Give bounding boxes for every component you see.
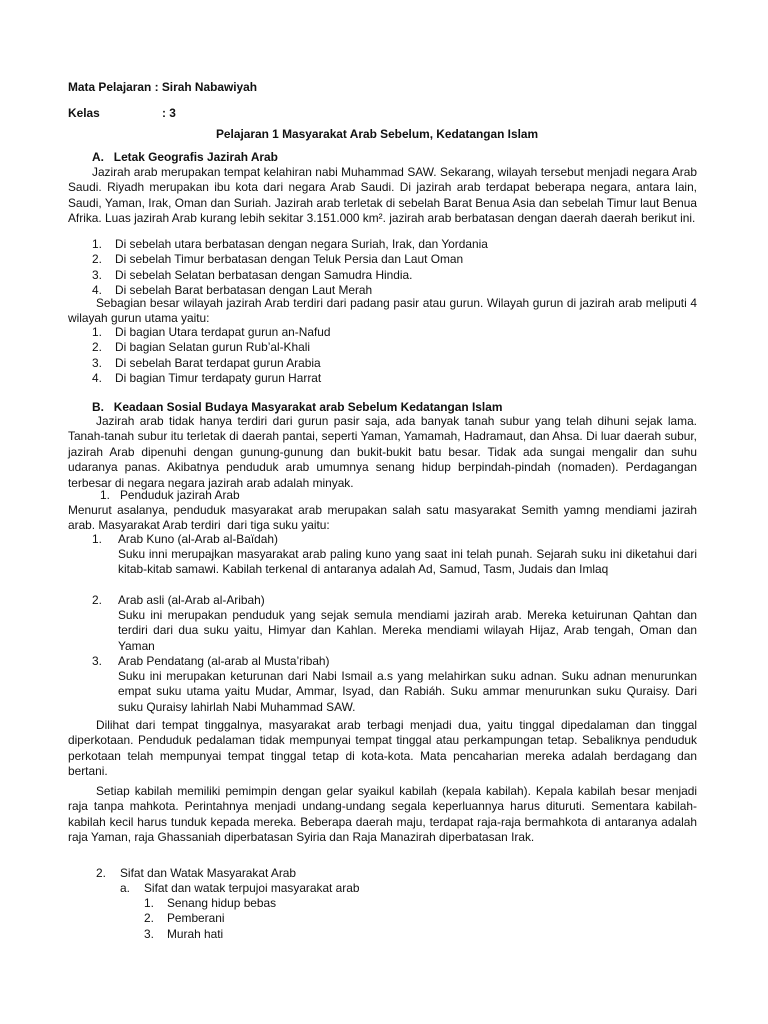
- dwelling-paragraph: [68, 718, 697, 780]
- subject-label: Mata Pelajaran : Sirah Nabawiyah: [68, 80, 258, 94]
- list-item: 2. Di sebelah Timur berbatasan dengan Teluk Persia dan Laut Oman: [92, 252, 464, 267]
- tribe-3-title: Arab Pendatang (al-arab al Musta’ribah): [118, 654, 330, 668]
- dwelling-paragraph-text: Dilihat dari tempat tinggalnya, masyarakat arab terbagi menjadi dua, yaitu tinggal dipedalaman dan tinggal diperkotaan. Penduduk pedalaman tidak mempunyai tempat tinggal atau perkampungan tetap. Sebaliknya penduduk perkotaan telah mempunyai tempat tinggal tetap di kota-kota. Mata pencaharian mereka adalah berdagang dan bertani.: [68, 718, 697, 779]
- list-item: 3. Di sebelah Selatan berbatasan dengan Samudra Hindia.: [92, 267, 413, 282]
- section-b-intro: [68, 414, 697, 491]
- list-item: 2. Pemberani: [144, 911, 225, 926]
- deserts-list: [92, 325, 331, 387]
- tribe-3-desc: Suku ini merupakan keturunan dari Nabi Ismail a.s yang melahirkan suku adnan. Suku adnan menurunkan empat suku utama yaitu Mudar, Ammar, Isyad, dan Rabiáh. Suku ammar menurunkan suku Quraisy. Dari suku Quraisy lahirlah Nabi Muhammad SAW.: [118, 669, 697, 714]
- sub2a-letter: a.: [120, 881, 130, 895]
- tribe-1-number: 1.: [92, 532, 102, 546]
- sub2-number: 2.: [96, 866, 106, 880]
- section-a-heading: A. Letak Geografis Jazirah Arab: [92, 150, 278, 164]
- list-item: 3. Murah hati: [144, 926, 224, 941]
- tribe-1-desc: Suku inni merupajkan masyarakat arab paling kuno yang saat ini telah punah. Sejarah suku ini diketahui dari kitab-kitab samawi. Kabilah terkenal di antaranya adalah Ad, Samud, Tasm, Judais dan Imlaq: [118, 547, 697, 577]
- tribe-2-title: Arab asli (al-Arab al-Aribah): [118, 593, 265, 607]
- list-item: 1. Di sebelah utara berbatasan dengan negara Suriah, Irak, dan Yordania: [92, 237, 488, 251]
- traits-list: [144, 896, 276, 942]
- lesson-title: Pelajaran 1 Masyarakat Arab Sebelum, Kedatangan Islam: [216, 127, 539, 141]
- section-a-intro: [68, 165, 697, 227]
- list-item: 1. Di bagian Utara terdapat gurun an-Nafud: [92, 325, 331, 339]
- list-item: 2. Di bagian Selatan gurun Rub’al-Khali: [92, 340, 310, 355]
- sub1-title: Penduduk jazirah Arab: [120, 488, 240, 502]
- section-b-heading: B. Keadaan Sosial Budaya Masyarakat arab Sebelum Kedatangan Islam: [92, 400, 503, 414]
- leader-paragraph-text: Setiap kabilah memiliki pemimpin dengan gelar syaikul kabilah (kepala kabilah). Kepala kabilah besar menjadi raja tanpa mahkota. Perintahnya menjadi undang-undang segala keperluannya harus dituruti. Sementara kabilah-kabilah kecil harus tunduk kepada mereka. Beberapa daerah maju, terdapat raja-raja bermahkota di antaranya adalah raja Yaman, raja Ghassaniah diperbatasan Syiria dan Raja Manazirah diperbatasan Irak.: [68, 784, 697, 845]
- section-a-intro-text: Jazirah arab merupakan tempat kelahiran nabi Muhammad SAW. Sekarang, wilayah tersebut menjadi negara Arab Saudi. Riyadh merupakan ibu kota dari negara Arab Saudi. Di jazirah arab terdapat beberapa negara, antara lain, Saudi, Yaman, Irak, Oman dan Suriah. Jazirah arab terletak di sebelah Barat Benua Asia dan sebelah Timur laut Benua Afrika. Luas jazirah Arab kurang lebih sekitar 3.151.000 km². jazirah arab berbatasan dengan daerah daerah berikut ini.: [68, 165, 697, 226]
- desert-intro: [68, 296, 697, 327]
- sub1-intro-text: Menurut asalanya, penduduk masyarakat arab merupakan salah satu masyarakat Semith yamng mendiami jazirah arab. Masyarakat Arab terdiri dari tiga suku yaitu:: [68, 503, 697, 533]
- sub1-intro: [68, 503, 697, 534]
- tribe-1-title: Arab Kuno (al-Arab al-Baïdah): [118, 532, 278, 546]
- desert-intro-text: Sebagian besar wilayah jazirah Arab terdiri dari padang pasir atau gurun. Wilayah gurun di jazirah arab meliputi 4 wilayah gurun utama yaitu:: [68, 296, 697, 326]
- class-label: Kelas: [68, 106, 100, 120]
- sub2-title: Sifat dan Watak Masyarakat Arab: [120, 866, 297, 880]
- tribe-2-desc: Suku ini merupakan penduduk yang sejak semula mendiami jazirah arab. Mereka ketuirunan Qahtan dan terdiri dari dua suku yaitu, Himyar dan Kahlan. Mereka mendiami wilayah Hijaz, Arab tengah, Oman dan Yaman: [118, 608, 697, 653]
- sub1-number: 1.: [100, 488, 110, 502]
- list-item: 4. Di bagian Timur terdapaty gurun Harrat: [92, 371, 322, 386]
- list-item: 1. Senang hidup bebas: [144, 896, 277, 910]
- leader-paragraph: [68, 784, 697, 846]
- sub2a-title: Sifat dan watak terpujoi masyarakat arab: [144, 881, 360, 895]
- list-item: 4. Di sebelah Barat berbatasan dengan Laut Merah: [92, 283, 373, 298]
- class-value: : 3: [162, 106, 176, 120]
- list-item: 3. Di sebelah Barat terdapat gurun Arabia: [92, 355, 321, 370]
- tribe-2-number: 2.: [92, 593, 102, 607]
- borders-list: [92, 237, 488, 299]
- tribe-3-number: 3.: [92, 654, 102, 668]
- section-b-intro-text: Jazirah arab tidak hanya terdiri dari gurun pasir saja, ada banyak tanah subur yang telah dihuni sejak lama. Tanah-tanah subur itu terletak di daerah pantai, seperti Yaman, Yamamah, Hadramaut, dan Ahsa. Di luar daerah subur, jazirah Arab dipenuhi dengan gunung-gunung dan bukit-bukit batu besar. Tidak ada sungai mengalir dan suhu udaranya panas. Akibatnya penduduk arab umumnya senang hidup berpindah-pindah (nomaden). Perdagangan terbesar di negara negara jazirah arab adalah minyak.: [68, 414, 697, 490]
